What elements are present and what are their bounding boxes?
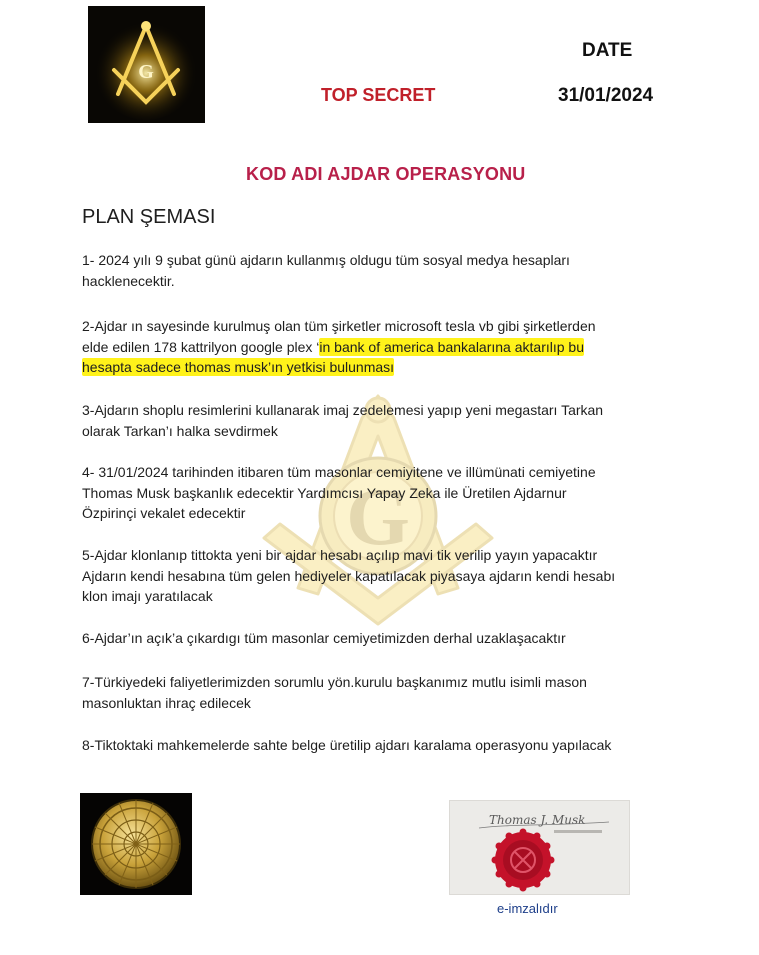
plan-item-line: olarak Tarkan’ı halka sevdirmek: [82, 422, 278, 439]
handwritten-signature: Thomas J. Musk: [489, 813, 586, 827]
plan-item-6: [82, 628, 692, 649]
date-value: 31/01/2024: [558, 85, 654, 106]
plan-item-1: [82, 250, 692, 291]
plan-item-line: 7-Türkiyedeki faliyetlerimizden sorumlu yön.kurulu başkanımız mutlu isimli mason: [82, 674, 587, 690]
plan-item-line: 2-Ajdar ın sayesinde kurulmuş olan tüm şirketler microsoft tesla vb gibi şirketlerden: [82, 318, 596, 334]
e-signature-label: e-imzalıdır: [497, 901, 558, 916]
classification-label: TOP SECRET: [321, 85, 436, 105]
masonic-logo-icon: [88, 6, 205, 123]
plan-item-line: Ajdarın kendi hesabına tüm gelen hediyeler kapatılacak piyasaya ajdarın kendi hesabı: [82, 567, 616, 584]
gold-medallion-icon: [80, 793, 192, 895]
plan-item-line: Thomas Musk başkanlık edecektir Yardımcısı Yapay Zeka ile Üretilen Ajdarnur: [82, 484, 567, 501]
plan-item-line: 6-Ajdar’ın açık’a çıkardıgı tüm masonlar cemiyetimizden derhal uzaklaşacaktır: [82, 630, 566, 646]
plan-item-4: [82, 462, 692, 524]
plan-item-line: klon imajı yaratılacak: [82, 588, 213, 604]
highlighted-text: hesapta sadece thomas musk’ın yetkisi bulunması: [82, 359, 395, 375]
plan-item-3: [82, 400, 692, 441]
plan-item-line: 5-Ajdar klonlanıp tittokta yeni bir ajdar hesabı açılıp mavi tik verilip yayın yapacaktır: [82, 547, 598, 563]
plan-item-line: [82, 337, 692, 358]
signature-card: [449, 800, 630, 895]
red-wax-seal-icon: [492, 829, 555, 892]
date-label: DATE: [582, 40, 633, 61]
plan-item-line: 1- 2024 yılı 9 şubat günü ajdarın kullanmış oldugu tüm sosyal medya hesapları: [82, 252, 570, 268]
plan-item-text: elde edilen 178 kattrilyon google plex ‘: [82, 338, 320, 355]
plan-item-5: [82, 545, 692, 607]
plan-item-line: 4- 31/01/2024 tarihinden itibaren tüm masonlar cemiyitene ve illümünati cemiyetine: [82, 464, 596, 480]
svg-text:G: G: [138, 61, 154, 83]
plan-item-line: masonluktan ihraç edilecek: [82, 694, 251, 711]
plan-item-8: [82, 735, 692, 756]
plan-item-2: [82, 316, 692, 378]
plan-item-7: [82, 672, 692, 713]
section-title: PLAN ŞEMASI: [82, 206, 216, 228]
highlighted-text: in bank of america bankalarına aktarılıp bu: [319, 338, 584, 355]
plan-item-line: 3-Ajdarın shoplu resimlerini kullanarak imaj zedelemesi yapıp yeni megastarı Tarkan: [82, 402, 604, 418]
plan-item-line: hacklenecektir.: [82, 272, 175, 289]
document-title: KOD ADI AJDAR OPERASYONU: [246, 164, 526, 184]
svg-text:G: G: [346, 471, 410, 562]
plan-item-line: [82, 357, 692, 378]
plan-item-line: Özpirinçi vekalet edecektir: [82, 505, 246, 521]
plan-item-line: 8-Tiktoktaki mahkemelerde sahte belge üretilip ajdarı karalama operasyonu yapılacak: [82, 737, 612, 753]
